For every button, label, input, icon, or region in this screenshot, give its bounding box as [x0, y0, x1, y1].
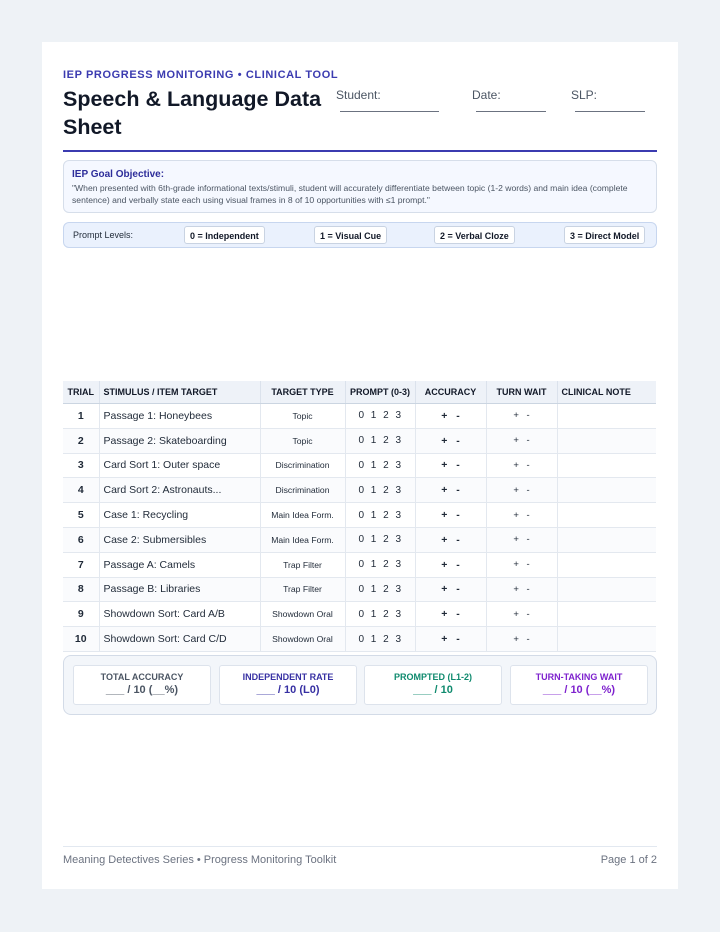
- target-type-cell: Showdown Oral: [260, 627, 345, 652]
- table-row: [63, 503, 656, 528]
- goal-title: IEP Goal Objective:: [72, 169, 165, 180]
- summary-label: TURN-TAKING WAIT: [535, 672, 623, 682]
- table-row: [63, 552, 656, 577]
- slp-label: SLP:: [571, 88, 598, 102]
- prompt-scale-cell[interactable]: 0 1 2 3: [345, 404, 415, 429]
- footer-page-number: Page 1 of 2: [600, 854, 657, 866]
- trial-number: 9: [63, 602, 99, 627]
- accuracy-cell[interactable]: + -: [415, 627, 486, 652]
- turn-wait-cell[interactable]: + -: [486, 627, 557, 652]
- accuracy-cell[interactable]: + -: [415, 503, 486, 528]
- stimulus-cell: Passage B: Libraries: [99, 577, 260, 602]
- target-type-cell: Trap Filter: [260, 552, 345, 577]
- prompt-level-1: 1 = Visual Cue: [314, 226, 387, 244]
- table-row: [63, 428, 656, 453]
- summary-value: ___ / 10 (__%): [542, 684, 616, 696]
- col-header-clinical-note: CLINICAL NOTE: [557, 381, 656, 404]
- target-type-cell: Main Idea Form.: [260, 527, 345, 552]
- stimulus-cell: Card Sort 1: Outer space: [99, 453, 260, 478]
- prompt-scale-cell[interactable]: 0 1 2 3: [345, 552, 415, 577]
- accuracy-cell[interactable]: + -: [415, 527, 486, 552]
- table-row: [63, 627, 656, 652]
- turn-wait-cell[interactable]: + -: [486, 428, 557, 453]
- table-body: [63, 404, 656, 652]
- col-header-trial: TRIAL: [63, 381, 99, 404]
- prompt-level-0: 0 = Independent: [184, 226, 265, 244]
- trial-number: 10: [63, 627, 99, 652]
- header-divider: [63, 150, 657, 152]
- turn-wait-cell[interactable]: + -: [486, 478, 557, 503]
- summary-panel: [63, 655, 657, 715]
- target-type-cell: Main Idea Form.: [260, 503, 345, 528]
- table-header-row: [63, 381, 656, 404]
- summary-value: ___ / 10: [413, 684, 453, 696]
- table-row: [63, 577, 656, 602]
- table-row: [63, 478, 656, 503]
- prompt-scale-cell[interactable]: 0 1 2 3: [345, 527, 415, 552]
- summary-label: PROMPTED (L1-2): [393, 672, 472, 682]
- trial-number: 5: [63, 503, 99, 528]
- table-row: [63, 453, 656, 478]
- target-type-cell: Discrimination: [260, 453, 345, 478]
- student-label: Student:: [336, 88, 381, 102]
- prompt-level-3: 3 = Direct Model: [564, 226, 645, 244]
- turn-wait-cell[interactable]: + -: [486, 577, 557, 602]
- trial-table: [63, 381, 656, 652]
- goal-text: "When presented with 6th-grade informational texts/stimuli, student will accurately differentiate between topic (1-2 words) and main idea (complete sentence) and verbally state each using visual frames in 8 of 10 opportunities with ≤1 prompt.": [72, 183, 628, 205]
- date-line: [476, 111, 546, 112]
- clinical-note-cell[interactable]: [557, 453, 656, 478]
- target-type-cell: Discrimination: [260, 478, 345, 503]
- page-eyebrow: IEP PROGRESS MONITORING • CLINICAL TOOL: [63, 69, 339, 81]
- clinical-note-cell[interactable]: [557, 527, 656, 552]
- prompt-levels-bar: [63, 222, 657, 248]
- stimulus-cell: Passage A: Camels: [99, 552, 260, 577]
- page-title: Speech & Language Data Sheet: [63, 87, 322, 139]
- prompt-scale-cell[interactable]: 0 1 2 3: [345, 428, 415, 453]
- prompt-scale-cell[interactable]: 0 1 2 3: [345, 602, 415, 627]
- prompt-scale-cell[interactable]: 0 1 2 3: [345, 478, 415, 503]
- summary-card-prompted: [364, 665, 502, 705]
- trial-number: 4: [63, 478, 99, 503]
- col-header-prompt: PROMPT (0-3): [345, 381, 415, 404]
- table-row: [63, 404, 656, 429]
- col-header-stimulus: STIMULUS / ITEM TARGET: [99, 381, 260, 404]
- target-type-cell: Showdown Oral: [260, 602, 345, 627]
- summary-card-turn-taking-wait: [510, 665, 648, 705]
- date-label: Date:: [472, 88, 501, 102]
- clinical-note-cell[interactable]: [557, 552, 656, 577]
- stimulus-cell: Case 2: Submersibles: [99, 527, 260, 552]
- turn-wait-cell[interactable]: + -: [486, 527, 557, 552]
- summary-value: ___ / 10 (__%): [105, 684, 179, 696]
- turn-wait-cell[interactable]: + -: [486, 503, 557, 528]
- turn-wait-cell[interactable]: + -: [486, 453, 557, 478]
- clinical-note-cell[interactable]: [557, 577, 656, 602]
- clinical-note-cell[interactable]: [557, 404, 656, 429]
- summary-card-independent-rate: [219, 665, 357, 705]
- table-row: [63, 527, 656, 552]
- clinical-note-cell[interactable]: [557, 503, 656, 528]
- col-header-accuracy: ACCURACY: [415, 381, 486, 404]
- summary-label: TOTAL ACCURACY: [100, 672, 184, 682]
- footer-divider: [63, 846, 657, 847]
- stimulus-cell: Card Sort 2: Astronauts...: [99, 478, 260, 503]
- accuracy-cell[interactable]: + -: [415, 552, 486, 577]
- trial-number: 7: [63, 552, 99, 577]
- goal-box: [63, 160, 657, 213]
- trial-number: 6: [63, 527, 99, 552]
- table-row: [63, 602, 656, 627]
- turn-wait-cell[interactable]: + -: [486, 404, 557, 429]
- accuracy-cell[interactable]: + -: [415, 577, 486, 602]
- accuracy-cell[interactable]: + -: [415, 453, 486, 478]
- date-field[interactable]: [472, 88, 501, 102]
- target-type-cell: Topic: [260, 404, 345, 429]
- turn-wait-cell[interactable]: + -: [486, 602, 557, 627]
- stimulus-cell: Case 1: Recycling: [99, 503, 260, 528]
- target-type-cell: Topic: [260, 428, 345, 453]
- trial-number: 1: [63, 404, 99, 429]
- student-line: [340, 111, 439, 112]
- col-header-target-type: TARGET TYPE: [260, 381, 345, 404]
- turn-wait-cell[interactable]: + -: [486, 552, 557, 577]
- footer-series: Meaning Detectives Series • Progress Monitoring Toolkit: [63, 854, 337, 866]
- accuracy-cell[interactable]: + -: [415, 404, 486, 429]
- summary-card-total-accuracy: [73, 665, 211, 705]
- prompt-scale-cell[interactable]: 0 1 2 3: [345, 577, 415, 602]
- accuracy-cell[interactable]: + -: [415, 602, 486, 627]
- accuracy-cell[interactable]: + -: [415, 428, 486, 453]
- slp-field[interactable]: [571, 88, 597, 102]
- prompt-scale-cell[interactable]: 0 1 2 3: [345, 453, 415, 478]
- prompt-scale-cell[interactable]: 0 1 2 3: [345, 627, 415, 652]
- accuracy-cell[interactable]: + -: [415, 478, 486, 503]
- stimulus-cell: Passage 1: Honeybees: [99, 404, 260, 429]
- trial-number: 3: [63, 453, 99, 478]
- stimulus-cell: Showdown Sort: Card A/B: [99, 602, 260, 627]
- target-type-cell: Trap Filter: [260, 577, 345, 602]
- clinical-note-cell[interactable]: [557, 602, 656, 627]
- student-field[interactable]: [336, 88, 381, 102]
- prompt-level-2: 2 = Verbal Cloze: [434, 226, 515, 244]
- prompt-levels-label: Prompt Levels:: [73, 230, 134, 240]
- trial-number: 8: [63, 577, 99, 602]
- clinical-note-cell[interactable]: [557, 478, 656, 503]
- col-header-turn-wait: TURN WAIT: [486, 381, 557, 404]
- summary-label: INDEPENDENT RATE: [242, 672, 334, 682]
- clinical-note-cell[interactable]: [557, 627, 656, 652]
- trial-number: 2: [63, 428, 99, 453]
- slp-line: [575, 111, 645, 112]
- stimulus-cell: Showdown Sort: Card C/D: [99, 627, 260, 652]
- clinical-note-cell[interactable]: [557, 428, 656, 453]
- data-sheet-page: [42, 42, 678, 889]
- prompt-scale-cell[interactable]: 0 1 2 3: [345, 503, 415, 528]
- summary-value: ___ / 10 (L0): [256, 684, 320, 696]
- stimulus-cell: Passage 2: Skateboarding: [99, 428, 260, 453]
